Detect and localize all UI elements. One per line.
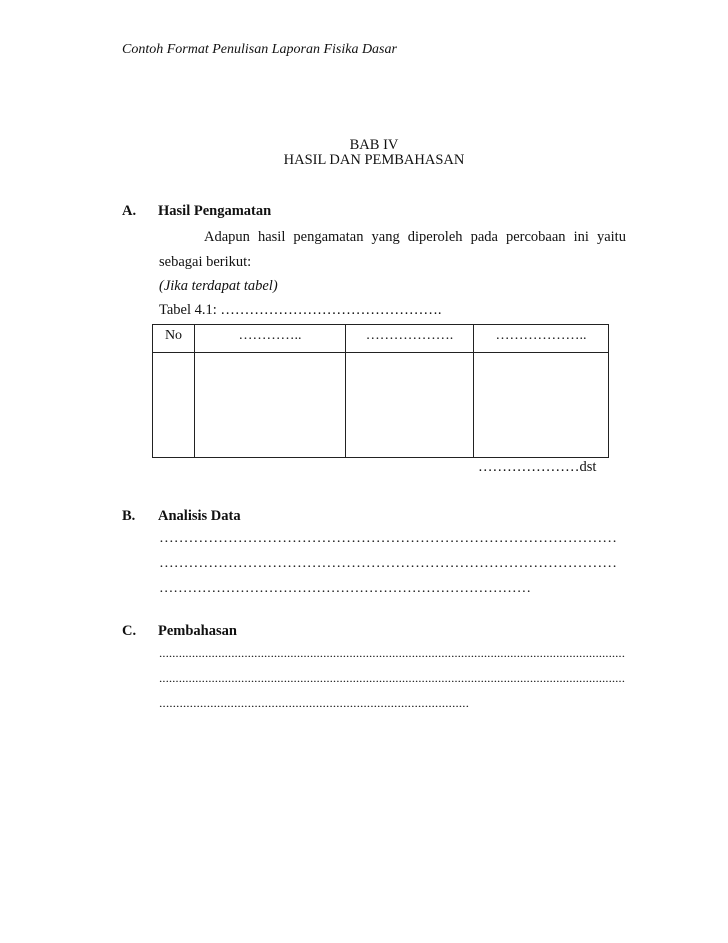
paragraph-word: yaitu <box>596 229 626 245</box>
section-a-note: (Jika terdapat tabel) <box>159 278 278 294</box>
table-header-row <box>153 325 609 353</box>
section-c-letter: C. <box>122 623 137 639</box>
section-c-line-3: ........................................................................................... <box>159 696 469 710</box>
table-header-col4: ……………….. <box>474 325 609 353</box>
section-b-letter: B. <box>122 508 136 524</box>
section-a-letter: A. <box>122 203 137 219</box>
section-a-paragraph-line2: sebagai berikut: <box>159 254 252 270</box>
section-b-line-3: …………………………………………………………………… <box>159 581 531 596</box>
table-caption: Tabel 4.1: ………………………………………. <box>159 302 442 318</box>
paragraph-word: ini <box>573 229 589 245</box>
table-cell <box>153 353 195 458</box>
chapter-number: BAB IV <box>349 137 399 153</box>
section-a-paragraph-line1 <box>204 229 626 246</box>
table-header-no: No <box>153 325 195 353</box>
section-b-title: Analisis Data <box>158 508 241 524</box>
section-c-line-1: .............................................................................................................................................. <box>159 646 625 660</box>
section-c-line-2: .............................................................................................................................................. <box>159 671 625 685</box>
table-footer: …………………dst <box>478 459 597 475</box>
table-header-col2: ………….. <box>195 325 346 353</box>
table-cell <box>195 353 346 458</box>
table-header-col3: ………………. <box>346 325 474 353</box>
table-row <box>153 353 609 458</box>
section-b-line-1: ………………………………………………………………………………… <box>159 531 617 546</box>
paragraph-word: diperoleh <box>407 229 463 245</box>
paragraph-word: Adapun <box>204 229 250 245</box>
section-a-heading <box>122 203 271 220</box>
paragraph-word: yang <box>371 229 400 245</box>
table-cell <box>474 353 609 458</box>
paragraph-word: pengamatan <box>293 229 364 245</box>
table-cell <box>346 353 474 458</box>
section-b-heading <box>122 508 241 525</box>
results-table <box>152 324 609 458</box>
paragraph-word: hasil <box>257 229 286 245</box>
section-a-title: Hasil Pengamatan <box>158 203 272 219</box>
section-c-heading <box>122 623 237 640</box>
paragraph-word: pada <box>470 229 498 245</box>
running-header: Contoh Format Penulisan Laporan Fisika Dasar <box>122 42 397 57</box>
chapter-title: HASIL DAN PEMBAHASAN <box>283 152 465 168</box>
section-b-line-2: ………………………………………………………………………………… <box>159 556 617 571</box>
section-c-title: Pembahasan <box>158 623 237 639</box>
paragraph-word: percobaan <box>505 229 566 245</box>
